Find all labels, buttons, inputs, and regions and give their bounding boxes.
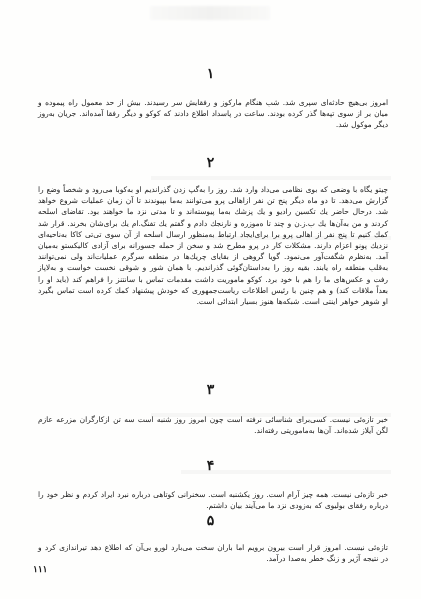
section-text-2: چیتو یگاه با وضعی که بوی نظامی می‌داد وارد شد. روز را به‌گپ زدن گذراندیم او به‌کوبا می‌رود و شخصاً وضع را گزارش می‌دهد. تا دو ماه دیگر پنج تن نفر ازاهالی پرو می‌توانند به‌ما بپیوندند تا آن زمان عملیات شروع خواهد شد. درحال حاضر یك تکسین رادیو و یك پزشك به‌ما پیوسته‌اند و تا مدتی نزد ما خواهند بود. تقاضای اسلحه کردند و من به‌آن‌ها یك ب.ز.ن و چند تا ه‌موزره و نارنجك دادم و گفتم یك تفنگ.ام یك برای‌شان بخرند. قرار شد کمك کنیم تا پنج نفر از اهالی پرو برا برای‌ایجاد ارتباط به‌منظور ارسال اسلحه از آن سوی تی‌تی کاکا به‌ناحیه‌ای نزدیك پونو اعزام دارند. مشکلات کار در پرو مطرح شد و سخن از حمله جسورانه برای آزادی کالیکستو به‌میان آمد. به‌نظرم شگفت‌آور می‌نمود. گویا گروهی از بقایای چریك‌ها در منطقه سرگرم عملیات‌اند ولی نمی‌توانند به‌قلب منطقه راه یابند. بقیه روز را به‌داستان‌گوئی گذراندیم. با همان شور و شوقی نخست خواست و به‌لاپاز رفت و عکس‌های ما را هم با خود برد. کوکو ماموریت داشت مقدمات تماس با سانتنز را فراهم کند (باید او را بعداً ملاقات کند) و هم چنین با رئیس اطلاعات ریاست‌جمهوری که خودش پیشنهاد کمك کرده است تماس بگیرد او شوهر خواهر اینتی است. شبکه‌ها هنوز بسیار ابتدائی است. [38, 185, 388, 307]
section-number-5: ۵ [206, 513, 215, 529]
section-text-1: امروز بی‌هیچ حادثه‌ای سپری شد. شب هنگام مارکوز و رفقایش سر رسیدند. بیش از حد معمول راه پیموده و میان بر از سوی تپه‌ها گذر کرده بودند. ساعت در پاسداد اطلاع دادند که کوکو و دیگر رفقا آمده‌اند. جریان به‌روز دیگر موکول شد. [38, 98, 388, 130]
section-text-5: تازه‌ئی نیست. امروز قرار است بیرون برویم اما باران سخت می‌بارد لورو بی‌آن که اطلاع دهد تیراندازی کرد و در نتیجه آژیر و زنگ خطر به‌صدا درآمد. [38, 543, 388, 564]
page-number: ۱۱۱ [33, 565, 48, 575]
section-text-4: خبر تازه‌ئی نیست. همه چیز آرام است. روز یکشنبه است. سخنرانی کوتاهی درباره نبرد ایراد کردم و نظر خود را درباره رفقای بولیوی که به‌زودی نزد ما می‌آیند بیان داشتم. [38, 490, 388, 511]
bleed-through-line [151, 176, 391, 180]
section-number-3: ۳ [206, 382, 215, 398]
bleed-through-heading [150, 6, 270, 20]
section-number-4: ۴ [206, 458, 215, 474]
section-text-3: خبر تازه‌ئی نیست. کسی‌برای شناسائی نرفته است چون امروز روز شنبه است سه تن ازکارگران مزرعه عازم لگن آیلاز شده‌اند. آن‌ها به‌ماموریتی رفته‌اند. [38, 415, 388, 436]
section-number-1: ۱ [206, 66, 215, 82]
section-number-2: ۲ [206, 155, 215, 171]
